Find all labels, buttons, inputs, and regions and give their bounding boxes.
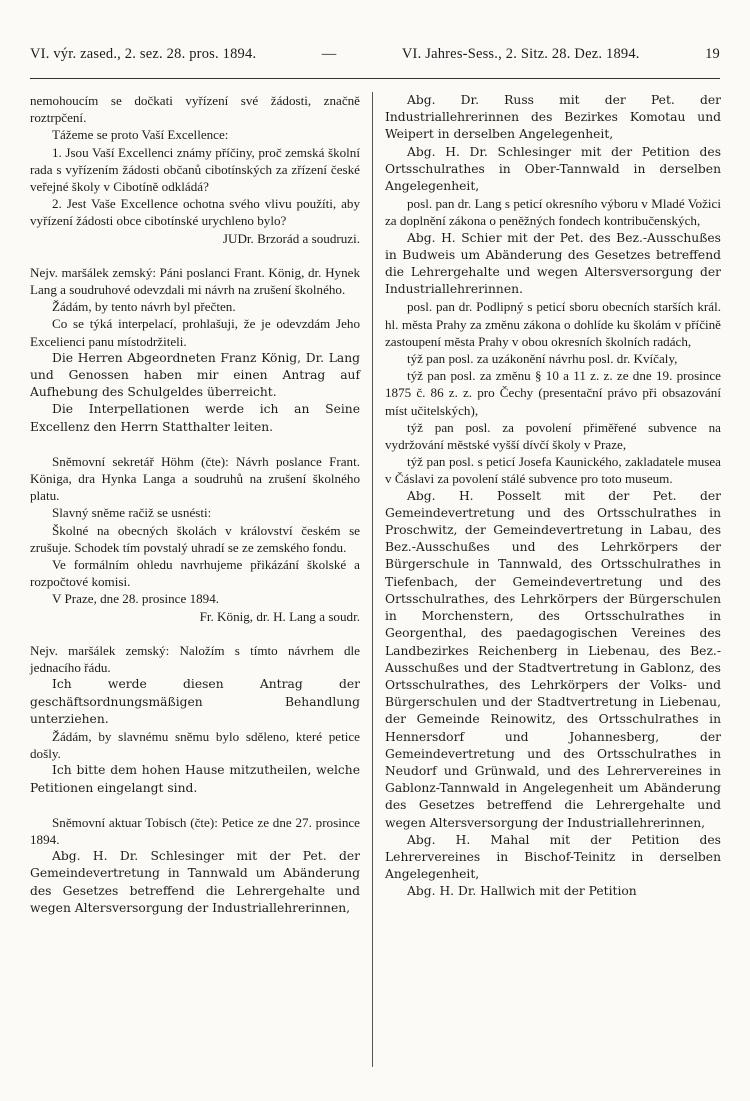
paragraph: Sněmovní aktuar Tobisch (čte): Petice ze dne 27. prosince 1894. [30, 814, 360, 847]
signature: JUDr. Brzorád a soudruzi. [222, 230, 360, 246]
header-dash: — [321, 46, 337, 62]
spacer [30, 797, 360, 814]
paragraph-german: Abg. H. Dr. Hallwich mit der Petition [407, 884, 637, 899]
paragraph-german: Ich werde diesen Antrag der geschäftsordnungsmäßigen Behandlung unterziehen. [30, 677, 360, 726]
left-column [30, 92, 360, 917]
paragraph: Ve formálním ohledu navrhujeme přikázání školské a rozpočtové komisi. [30, 557, 360, 590]
paragraph: týž pan posl. za změnu § 10 a 11 z. z. ze dne 19. prosince 1875 č. 86 z. z. pro Čechy (presentační právo při obsazování míst učitelských), [385, 368, 721, 418]
paragraph-german: Abg. H. Mahal mit der Petition des Lehrervereines in Bischof-Teinitz in derselben Angelegenheit, [385, 832, 721, 882]
paragraph-german: Abg. Dr. Russ mit der Pet. der Industriallehrerinnen des Bezirkes Komotau und Weipert in derselben Angelegenheit, [385, 93, 721, 142]
paragraph: 2. Jest Vaše Excellence ochotna svého vlivu použíti, aby vyřízení žádosti obce cibotínské urychleno bylo? [30, 196, 360, 229]
paragraph: Školné na obecných školách v království českém se zrušuje. Schodek tím povstalý uhradí se ze zemského fondu. [30, 522, 360, 555]
paragraph-german: Abg. H. Posselt mit der Pet. der Gemeindevertretung und des Ortsschulrathes in Proschwitz, der Gemeindevertretung in Labau, des Bez.-Ausschußes und des Lehrkörpers der Bürgerschule in Tannwald, des Ortsschulrathes in Tiefenbach, der Gemeindevertretung und des Ortsschulrathes, des Lehrkörpers der Bürgerschulen in Morchenstern, des Ortsschulrathes in Georgenthal, des paedagogischen Vereines des Landbezirkes Reichenberg in Liebenau, des Bez.-Ausschußes und der Stadtvertretung in Gablonz, des Ortsschulrathes, des Lehrkörpers der Volks- und Bürgerschulen und der Stadtvertretung in Liebenau, der Gemeinde Reinowitz, des Ortsschulrathes in Hennersdorf und Johannesberg, der Gemeindevertretung und des Ortsschulrathes in Neudorf und Grünwald, und des Lehrervereines in Gablonz-Tannwald in Angelegenheit um Abänderung des Gesetzes betreffend die Lehrergehalte und wegen Altersversorgung der Industriallehrerinnen, [385, 488, 721, 830]
paragraph: Žádám, by tento návrh byl přečten. [52, 299, 236, 315]
paragraph: týž pan posl. s peticí Josefa Kaunického, zakladatele musea v Čáslavi za povolení stálé subvence pro toto museum. [385, 454, 721, 487]
paragraph-german: Die Herren Abgeordneten Franz König, Dr. Lang und Genossen haben mir einen Antrag auf Aufhebung des Schulgeldes überreicht. [30, 350, 360, 400]
paragraph: týž pan posl. za povolení přiměřené subvence na vydržování městské vyšší dívčí školy v Praze, [385, 419, 721, 453]
paragraph-german: Abg. H. Dr. Schlesinger mit der Petition des Ortsschulrathes in Ober-Tannwald in derselben Angelegenheit, [385, 144, 721, 194]
paragraph: Nejv. maršálek zemský: Naložím s tímto návrhem dle jednacího řádu. [30, 642, 360, 676]
page-number: 19 [705, 46, 720, 62]
paragraph: Sněmovní sekretář Höhm (čte): Návrh poslance Frant. Königa, dra Hynka Langa a soudruhů na zrušení školného platu. [30, 453, 360, 504]
header-czech: VI. výr. zased., 2. sez. 28. pros. 1894. [30, 46, 257, 62]
paragraph: Co se týká interpelací, prohlašuji, že je odevzdám Jeho Excelienci panu místodržiteli. [30, 316, 360, 349]
header-german: VI. Jahres-Sess., 2. Sitz. 28. Dez. 1894. [401, 46, 640, 62]
paragraph: posl. pan dr. Podlipný s peticí sboru obecních starších král. hl. města Prahy za změnu zákona o dohlíde ku školám v příčině zastoupení města Prahy v obou okresních školních radách, [385, 299, 721, 349]
paragraph: Slavný sněme račiž se usnésti: [52, 505, 212, 521]
paragraph: Žádám, by slavnému sněmu bylo sděleno, které petice došly. [30, 728, 360, 762]
paragraph-german: Abg. H. Schier mit der Pet. des Bez.-Ausschußes in Budweis um Abänderung des Gesetzes betreffend die Lehrergehalte und wegen Altersversorgung der Industriallehrerinnen. [385, 230, 721, 297]
signature: Fr. König, dr. H. Lang a soudr. [199, 608, 360, 624]
column-divider [372, 92, 373, 1067]
spacer [30, 247, 360, 264]
paragraph: týž pan posl. za uzákonění návrhu posl. dr. Kvíčaly, [407, 351, 678, 367]
paragraph: nemohoucím se dočkati vyřízení své žádosti, značně roztrpčení. [30, 93, 360, 126]
paragraph: V Praze, dne 28. prosince 1894. [52, 591, 220, 607]
paragraph-german: Die Interpellationen werde ich an Seine Excellenz den Herrn Statthalter leiten. [30, 402, 360, 434]
paragraph: Tážeme se proto Vaší Excellence: [52, 127, 229, 143]
spacer [30, 625, 360, 642]
running-header [30, 46, 720, 63]
header-rule [30, 78, 720, 79]
paragraph: posl. pan dr. Lang s peticí okresního výboru v Mladé Vožici za doplnění zákona o peněžných fondech kontribučenských, [385, 196, 721, 229]
right-column [385, 92, 721, 901]
paragraph: 1. Jsou Vaší Excellenci známy příčiny, proč zemská školní rada s vyřízením žádosti občanů cibotínských za zřízení české veřejné školy v Cibotíně odkládá? [30, 144, 360, 195]
spacer [30, 436, 360, 453]
paragraph-german: Ich bitte dem hohen Hause mitzutheilen, welche Petitionen eingelangt sind. [30, 763, 360, 795]
paragraph-german: Abg. H. Dr. Schlesinger mit der Pet. der Gemeindevertretung in Tannwald um Abänderung des Gesetzes betreffend die Lehrergehalte und wegen Altersversorgung der Industriallehrerinnen, [30, 849, 360, 915]
paragraph: Nejv. maršálek zemský: Páni poslanci Frant. König, dr. Hynek Lang a soudruhové odevzdali mi návrh na zrušení školného. [30, 264, 360, 298]
